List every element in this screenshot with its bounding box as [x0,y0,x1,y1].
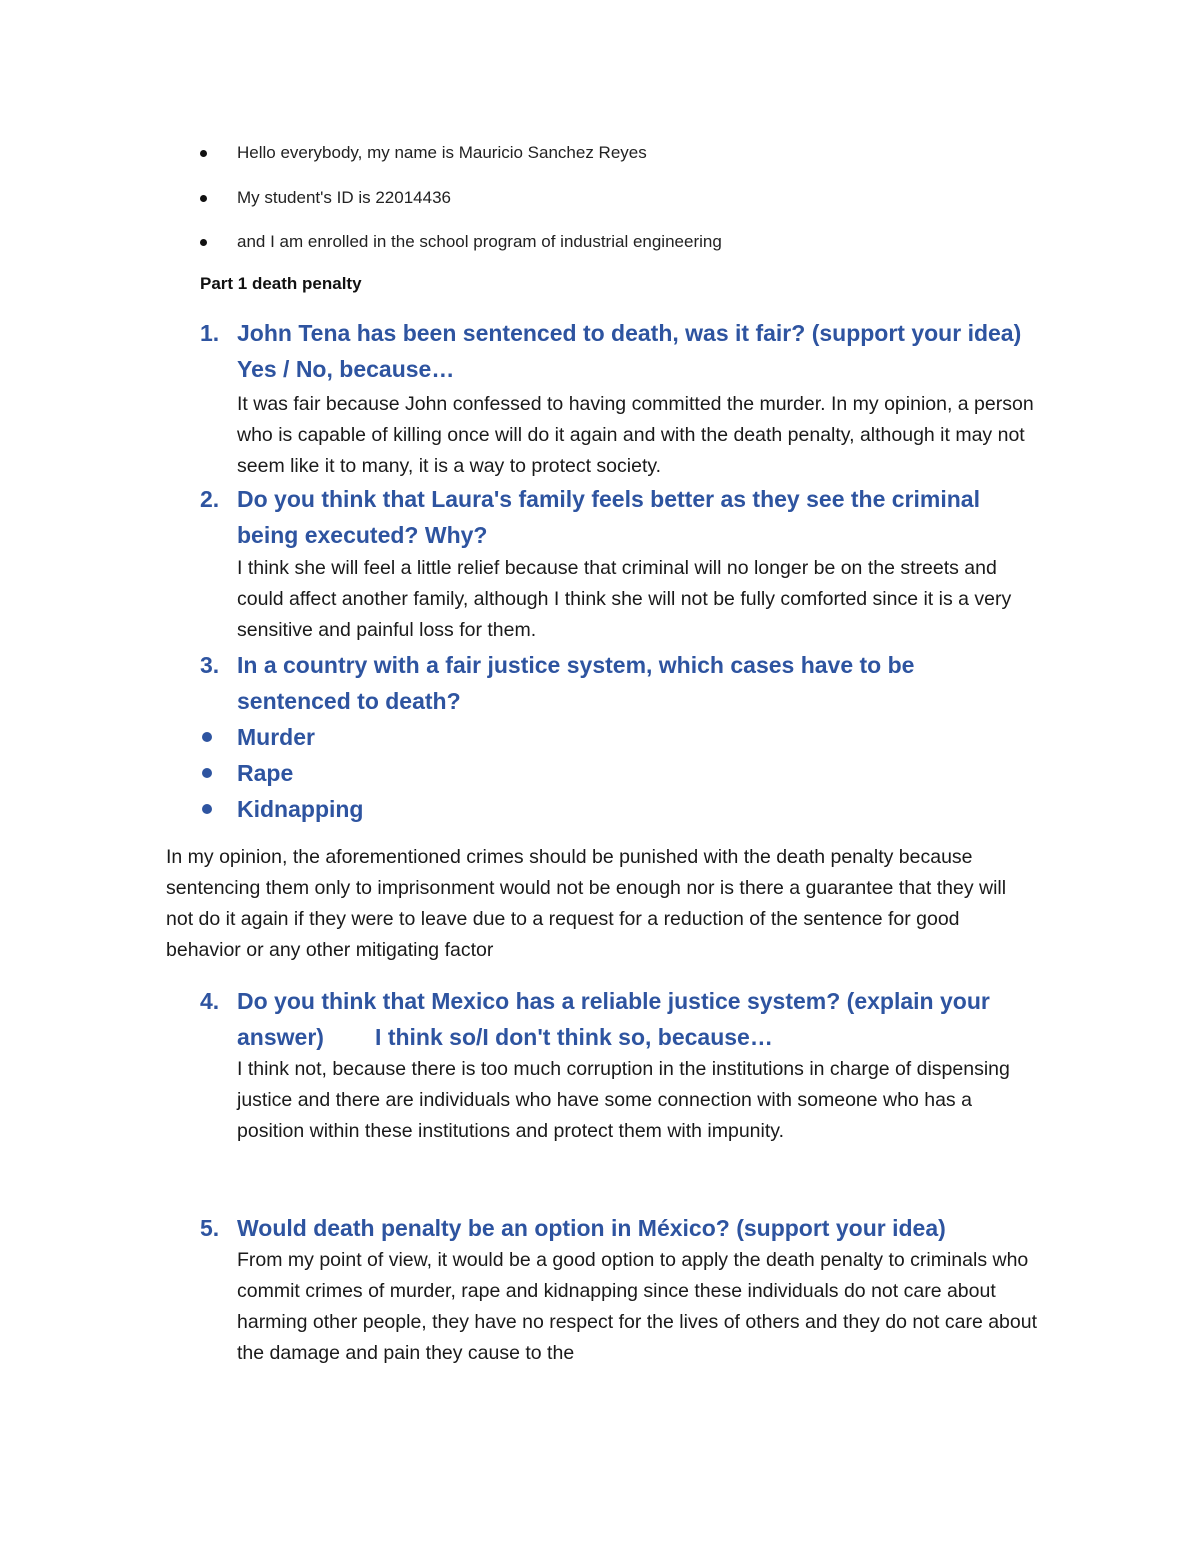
answer-paragraph: I think not, because there is too much corruption in the institutions in charge of dispensing justice and there are individuals who have some connection with someone who has a position within these institutions and protect them with impunity. [237,1058,1010,1142]
question-number: 2. [200,486,220,512]
intro-text: Hello everybody, my name is Mauricio Sanchez Reyes [237,143,647,162]
bullet-icon [200,150,207,157]
question-heading [200,1210,1030,1246]
answer-paragraph: I think she will feel a little relief because that criminal will no longer be on the streets and could affect another family, although I think she will not be fully comforted since it is a very sensitive and painful loss for them. [237,557,1012,641]
bullet-icon [202,768,212,778]
question-text: Do you think that Mexico has a reliable justice system? (explain your answer) I think so/I don't think so, because… [237,988,997,1050]
question-number: 5. [200,1215,220,1241]
question-text: John Tena has been sentenced to death, was it fair? (support your idea) Yes / No, because… [237,320,1022,382]
question-text: In a country with a fair justice system, which cases have to be sentenced to death? [237,652,915,714]
case-label: Rape [237,760,294,786]
bullet-icon [200,195,207,202]
answer-paragraph: From my point of view, it would be a good option to apply the death penalty to criminals who commit crimes of murder, rape and kidnapping since these individuals do not care about harming other people, they have no respect for the lives of others and they do not care about the damage and pain they cause to the [237,1249,1038,1364]
bullet-icon [202,804,212,814]
case-label: Kidnapping [237,796,364,822]
case-list-item [200,719,315,755]
case-list-item [200,791,363,827]
bullet-icon [200,239,207,246]
intro-text: and I am enrolled in the school program of industrial engineering [237,232,722,251]
case-label: Murder [237,724,315,750]
bullet-icon [202,732,212,742]
answer-paragraph: It was fair because John confessed to having committed the murder. In my opinion, a person who is capable of killing once will do it again and with the death penalty, although it may not seem like it to many, it is a way to protect society. [237,393,1034,477]
question-number: 3. [200,652,220,678]
question-heading [200,983,1030,1055]
section-title: Part 1 death penalty [200,274,362,293]
question-heading [200,647,1030,719]
question-heading [200,481,1030,553]
question-number: 4. [200,988,220,1014]
question-text: Do you think that Laura's family feels better as they see the criminal being executed? Why? [237,486,980,548]
question-number: 1. [200,320,220,346]
case-list-item [200,755,293,791]
question-heading [200,315,1030,387]
opinion-paragraph: In my opinion, the aforementioned crimes should be punished with the death penalty because sentencing them only to imprisonment would not be enough nor is there a guarantee that they will not do it again if they were to leave due to a request for a reduction of the sentence for good behavior or any other mitigating factor [166,846,1007,961]
question-text: Would death penalty be an option in México? (support your idea) [237,1215,946,1241]
intro-text: My student's ID is 22014436 [237,188,451,207]
